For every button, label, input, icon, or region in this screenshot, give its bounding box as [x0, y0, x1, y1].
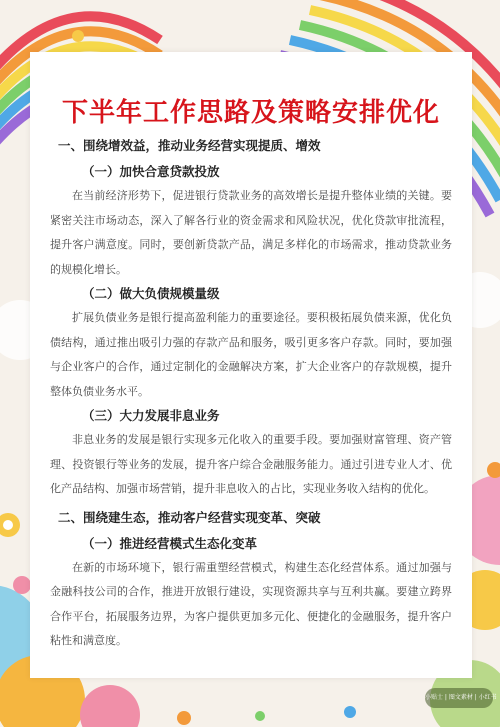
source-watermark: 小贴士 | 图文素材 | 小红书	[425, 688, 493, 708]
subsection-heading: （一）加快合意贷款投放	[82, 164, 220, 179]
subsection-heading: （一）推进经营模式生态化变革	[82, 535, 258, 551]
paragraph: 非息业务的发展是银行实现多元化收入的重要手段。要加强财富管理、资产管理、投资银行等业务的发展，提升客户综合金融服务能力。通过引进专业人才、优化产品结构、加强市场营销，提升非息收入的占比，实现业务收入结构的优化。	[50, 433, 452, 495]
subsection-heading: （二）做大负债规模量级	[82, 286, 220, 301]
document-body	[50, 136, 452, 656]
document-title: 下半年工作思路及策略安排优化	[61, 98, 440, 128]
paragraph: 扩展负债业务是银行提高盈利能力的重要途径。要积极拓展负债来源，优化负债结构，通过推出吸引力强的存款产品和服务，吸引更多客户存款。同时，要加强与企业客户的合作，通过定制化的金融解决方案，扩大企业客户的存款规模，提升整体负债业务水平。	[50, 311, 452, 398]
document-page	[30, 52, 472, 678]
section-heading: 一、围绕增效益，推动业务经营实现提质、增效	[58, 138, 321, 153]
paragraph: 在当前经济形势下，促进银行贷款业务的高效增长是提升整体业绩的关键。要紧密关注市场动态，深入了解各行业的资金需求和风险状况，优化贷款审批流程，提升客户满意度。同时，要创新贷款产品，满足多样化的市场需求，推动贷款业务的规模化增长。	[50, 189, 452, 276]
section-heading: 二、围绕建生态，推动客户经营实现变革、突破	[58, 509, 321, 525]
paragraph: 在新的市场环境下，银行需重塑经营模式，构建生态化经营体系。通过加强与金融科技公司的合作，推进开放银行建设，实现资源共享与互利共赢。要建立跨界合作平台，拓展服务边界，为客户提供更加多元化、便捷化的金融服务，提升客户粘性和满意度。	[50, 560, 452, 647]
subsection-heading: （三）大力发展非息业务	[82, 408, 220, 423]
